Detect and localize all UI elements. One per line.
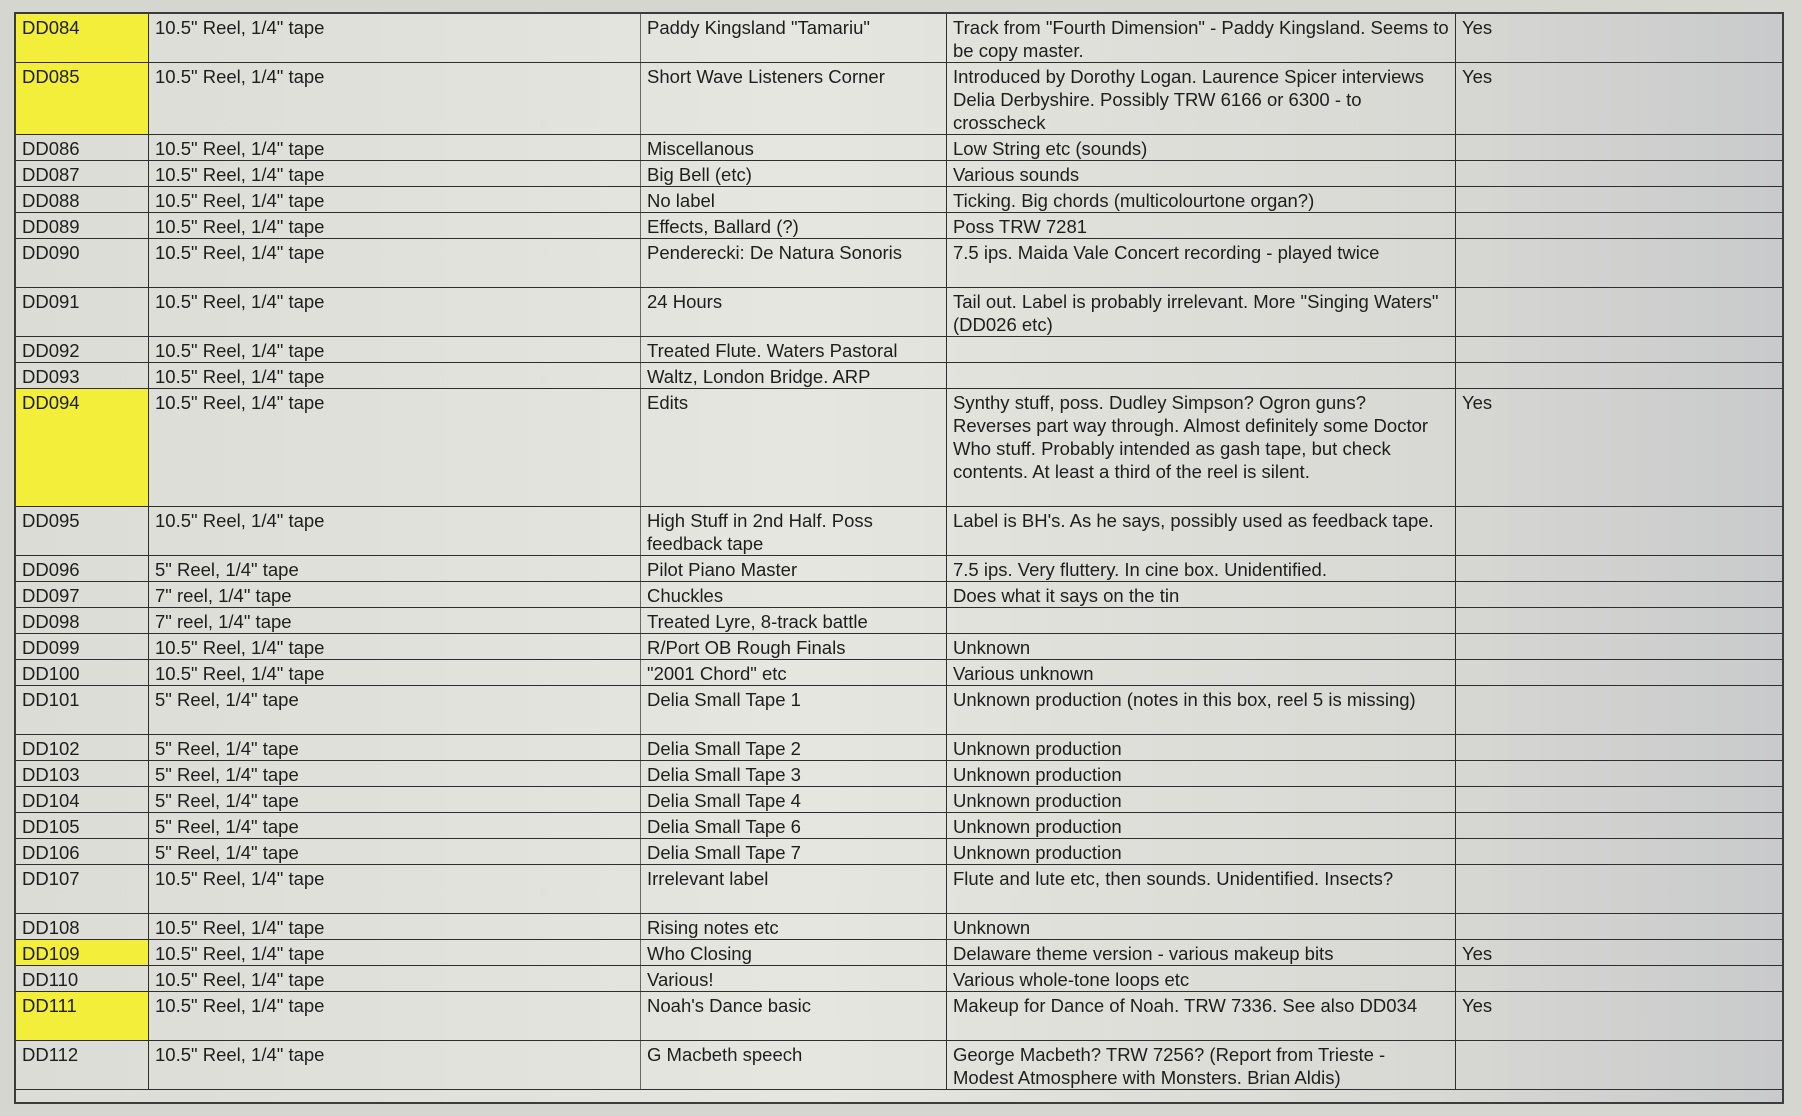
- format-cell: 10.5" Reel, 1/4" tape: [149, 389, 641, 507]
- flag-cell: [1456, 787, 1783, 813]
- flag-cell: [1456, 135, 1783, 161]
- tape-id-cell: DD093: [16, 363, 149, 389]
- notes-cell: Ticking. Big chords (multicolourtone organ?): [947, 187, 1456, 213]
- notes-cell: Unknown production: [947, 813, 1456, 839]
- flag-cell: [1456, 761, 1783, 787]
- format-cell: 10.5" Reel, 1/4" tape: [149, 1041, 641, 1090]
- table-row: [16, 135, 1782, 161]
- table-row: [16, 787, 1782, 813]
- notes-cell: Poss TRW 7281: [947, 213, 1456, 239]
- flag-cell: [1456, 1041, 1783, 1090]
- flag-cell: Yes: [1456, 940, 1783, 966]
- table-row: [16, 839, 1782, 865]
- format-cell: 10.5" Reel, 1/4" tape: [149, 363, 641, 389]
- table-row: [16, 735, 1782, 761]
- format-cell: 5" Reel, 1/4" tape: [149, 761, 641, 787]
- format-cell: 10.5" Reel, 1/4" tape: [149, 660, 641, 686]
- table-row: [16, 660, 1782, 686]
- tape-id-cell: DD095: [16, 507, 149, 556]
- tape-id-cell: DD087: [16, 161, 149, 187]
- table-row: [16, 239, 1782, 288]
- notes-cell: Label is BH's. As he says, possibly used as feedback tape.: [947, 507, 1456, 556]
- flag-cell: [1456, 735, 1783, 761]
- flag-cell: [1456, 582, 1783, 608]
- tape-id-cell: DD097: [16, 582, 149, 608]
- notes-cell: Various unknown: [947, 660, 1456, 686]
- tape-id-cell: DD085: [16, 63, 149, 135]
- spreadsheet-page: [14, 12, 1784, 1104]
- label-title-cell: Irrelevant label: [641, 865, 947, 914]
- tape-id-cell: DD090: [16, 239, 149, 288]
- table-row: [16, 507, 1782, 556]
- tape-id-cell: DD096: [16, 556, 149, 582]
- table-row: [16, 992, 1782, 1041]
- tape-id-cell: DD091: [16, 288, 149, 337]
- table-body: [16, 14, 1782, 1090]
- format-cell: 7" reel, 1/4" tape: [149, 582, 641, 608]
- format-cell: 7" reel, 1/4" tape: [149, 608, 641, 634]
- notes-cell: Unknown production: [947, 735, 1456, 761]
- notes-cell: Unknown: [947, 634, 1456, 660]
- label-title-cell: Effects, Ballard (?): [641, 213, 947, 239]
- label-title-cell: High Stuff in 2nd Half. Poss feedback tape: [641, 507, 947, 556]
- notes-cell: Unknown production: [947, 761, 1456, 787]
- format-cell: 5" Reel, 1/4" tape: [149, 735, 641, 761]
- format-cell: 10.5" Reel, 1/4" tape: [149, 992, 641, 1041]
- table-row: [16, 556, 1782, 582]
- tape-id-cell: DD112: [16, 1041, 149, 1090]
- table-row: [16, 634, 1782, 660]
- format-cell: 10.5" Reel, 1/4" tape: [149, 63, 641, 135]
- label-title-cell: Paddy Kingsland "Tamariu": [641, 14, 947, 63]
- flag-cell: [1456, 363, 1783, 389]
- tape-id-cell: DD100: [16, 660, 149, 686]
- label-title-cell: "2001 Chord" etc: [641, 660, 947, 686]
- table-row: [16, 363, 1782, 389]
- format-cell: 10.5" Reel, 1/4" tape: [149, 507, 641, 556]
- label-title-cell: Delia Small Tape 1: [641, 686, 947, 735]
- label-title-cell: R/Port OB Rough Finals: [641, 634, 947, 660]
- flag-cell: Yes: [1456, 14, 1783, 63]
- table-row: [16, 582, 1782, 608]
- flag-cell: [1456, 914, 1783, 940]
- flag-cell: [1456, 161, 1783, 187]
- notes-cell: Delaware theme version - various makeup bits: [947, 940, 1456, 966]
- label-title-cell: G Macbeth speech: [641, 1041, 947, 1090]
- label-title-cell: Treated Lyre, 8-track battle: [641, 608, 947, 634]
- tape-id-cell: DD109: [16, 940, 149, 966]
- table-row: [16, 940, 1782, 966]
- table-row: [16, 686, 1782, 735]
- notes-cell: Low String etc (sounds): [947, 135, 1456, 161]
- format-cell: 5" Reel, 1/4" tape: [149, 787, 641, 813]
- notes-cell: Unknown production: [947, 787, 1456, 813]
- label-title-cell: 24 Hours: [641, 288, 947, 337]
- flag-cell: Yes: [1456, 63, 1783, 135]
- format-cell: 5" Reel, 1/4" tape: [149, 839, 641, 865]
- format-cell: 10.5" Reel, 1/4" tape: [149, 966, 641, 992]
- tape-id-cell: DD111: [16, 992, 149, 1041]
- label-title-cell: Noah's Dance basic: [641, 992, 947, 1041]
- tape-id-cell: DD104: [16, 787, 149, 813]
- tape-id-cell: DD101: [16, 686, 149, 735]
- flag-cell: [1456, 865, 1783, 914]
- format-cell: 10.5" Reel, 1/4" tape: [149, 187, 641, 213]
- label-title-cell: Penderecki: De Natura Sonoris: [641, 239, 947, 288]
- format-cell: 5" Reel, 1/4" tape: [149, 556, 641, 582]
- flag-cell: [1456, 507, 1783, 556]
- table-row: [16, 1041, 1782, 1090]
- notes-cell: Unknown production (notes in this box, reel 5 is missing): [947, 686, 1456, 735]
- flag-cell: [1456, 966, 1783, 992]
- notes-cell: Various sounds: [947, 161, 1456, 187]
- flag-cell: Yes: [1456, 992, 1783, 1041]
- tape-id-cell: DD103: [16, 761, 149, 787]
- format-cell: 10.5" Reel, 1/4" tape: [149, 940, 641, 966]
- flag-cell: Yes: [1456, 389, 1783, 507]
- notes-cell: Does what it says on the tin: [947, 582, 1456, 608]
- flag-cell: [1456, 556, 1783, 582]
- tape-catalogue-table: [16, 14, 1782, 1090]
- format-cell: 10.5" Reel, 1/4" tape: [149, 865, 641, 914]
- label-title-cell: Treated Flute. Waters Pastoral: [641, 337, 947, 363]
- flag-cell: [1456, 239, 1783, 288]
- notes-cell: [947, 363, 1456, 389]
- table-row: [16, 14, 1782, 63]
- flag-cell: [1456, 608, 1783, 634]
- table-row: [16, 914, 1782, 940]
- tape-id-cell: DD089: [16, 213, 149, 239]
- label-title-cell: Miscellanous: [641, 135, 947, 161]
- tape-id-cell: DD099: [16, 634, 149, 660]
- label-title-cell: Delia Small Tape 4: [641, 787, 947, 813]
- notes-cell: Various whole-tone loops etc: [947, 966, 1456, 992]
- notes-cell: Makeup for Dance of Noah. TRW 7336. See also DD034: [947, 992, 1456, 1041]
- notes-cell: Unknown: [947, 914, 1456, 940]
- notes-cell: [947, 337, 1456, 363]
- label-title-cell: Pilot Piano Master: [641, 556, 947, 582]
- table-row: [16, 966, 1782, 992]
- tape-id-cell: DD102: [16, 735, 149, 761]
- tape-id-cell: DD110: [16, 966, 149, 992]
- notes-cell: 7.5 ips. Maida Vale Concert recording - played twice: [947, 239, 1456, 288]
- label-title-cell: Short Wave Listeners Corner: [641, 63, 947, 135]
- flag-cell: [1456, 288, 1783, 337]
- label-title-cell: Delia Small Tape 7: [641, 839, 947, 865]
- label-title-cell: Delia Small Tape 3: [641, 761, 947, 787]
- format-cell: 10.5" Reel, 1/4" tape: [149, 914, 641, 940]
- tape-id-cell: DD084: [16, 14, 149, 63]
- label-title-cell: Chuckles: [641, 582, 947, 608]
- table-row: [16, 161, 1782, 187]
- format-cell: 10.5" Reel, 1/4" tape: [149, 213, 641, 239]
- table-row: [16, 187, 1782, 213]
- tape-id-cell: DD098: [16, 608, 149, 634]
- tape-id-cell: DD094: [16, 389, 149, 507]
- format-cell: 10.5" Reel, 1/4" tape: [149, 634, 641, 660]
- label-title-cell: Various!: [641, 966, 947, 992]
- tape-id-cell: DD092: [16, 337, 149, 363]
- flag-cell: [1456, 813, 1783, 839]
- notes-cell: George Macbeth? TRW 7256? (Report from Trieste - Modest Atmosphere with Monsters. Brian Aldis): [947, 1041, 1456, 1090]
- format-cell: 10.5" Reel, 1/4" tape: [149, 239, 641, 288]
- format-cell: 10.5" Reel, 1/4" tape: [149, 135, 641, 161]
- table-row: [16, 337, 1782, 363]
- label-title-cell: Who Closing: [641, 940, 947, 966]
- flag-cell: [1456, 839, 1783, 865]
- label-title-cell: Big Bell (etc): [641, 161, 947, 187]
- tape-id-cell: DD107: [16, 865, 149, 914]
- format-cell: 10.5" Reel, 1/4" tape: [149, 161, 641, 187]
- table-row: [16, 63, 1782, 135]
- flag-cell: [1456, 634, 1783, 660]
- notes-cell: Unknown production: [947, 839, 1456, 865]
- table-row: [16, 761, 1782, 787]
- label-title-cell: Delia Small Tape 2: [641, 735, 947, 761]
- label-title-cell: Waltz, London Bridge. ARP: [641, 363, 947, 389]
- label-title-cell: Rising notes etc: [641, 914, 947, 940]
- format-cell: 5" Reel, 1/4" tape: [149, 686, 641, 735]
- label-title-cell: Delia Small Tape 6: [641, 813, 947, 839]
- flag-cell: [1456, 660, 1783, 686]
- flag-cell: [1456, 213, 1783, 239]
- tape-id-cell: DD105: [16, 813, 149, 839]
- tape-id-cell: DD088: [16, 187, 149, 213]
- table-row: [16, 865, 1782, 914]
- label-title-cell: No label: [641, 187, 947, 213]
- tape-id-cell: DD086: [16, 135, 149, 161]
- tape-id-cell: DD106: [16, 839, 149, 865]
- notes-cell: Track from "Fourth Dimension" - Paddy Kingsland. Seems to be copy master.: [947, 14, 1456, 63]
- notes-cell: Introduced by Dorothy Logan. Laurence Spicer interviews Delia Derbyshire. Possibly TRW 6166 or 6300 - to crosscheck: [947, 63, 1456, 135]
- notes-cell: Flute and lute etc, then sounds. Unidentified. Insects?: [947, 865, 1456, 914]
- flag-cell: [1456, 337, 1783, 363]
- table-row: [16, 288, 1782, 337]
- format-cell: 5" Reel, 1/4" tape: [149, 813, 641, 839]
- flag-cell: [1456, 686, 1783, 735]
- tape-id-cell: DD108: [16, 914, 149, 940]
- label-title-cell: Edits: [641, 389, 947, 507]
- flag-cell: [1456, 187, 1783, 213]
- format-cell: 10.5" Reel, 1/4" tape: [149, 337, 641, 363]
- notes-cell: 7.5 ips. Very fluttery. In cine box. Unidentified.: [947, 556, 1456, 582]
- notes-cell: [947, 608, 1456, 634]
- notes-cell: Synthy stuff, poss. Dudley Simpson? Ogron guns? Reverses part way through. Almost definitely some Doctor Who stuff. Probably intended as gash tape, but check contents. At least a third of the reel is silent.: [947, 389, 1456, 507]
- notes-cell: Tail out. Label is probably irrelevant. More "Singing Waters" (DD026 etc): [947, 288, 1456, 337]
- table-row: [16, 213, 1782, 239]
- format-cell: 10.5" Reel, 1/4" tape: [149, 288, 641, 337]
- format-cell: 10.5" Reel, 1/4" tape: [149, 14, 641, 63]
- table-row: [16, 389, 1782, 507]
- table-row: [16, 608, 1782, 634]
- table-row: [16, 813, 1782, 839]
